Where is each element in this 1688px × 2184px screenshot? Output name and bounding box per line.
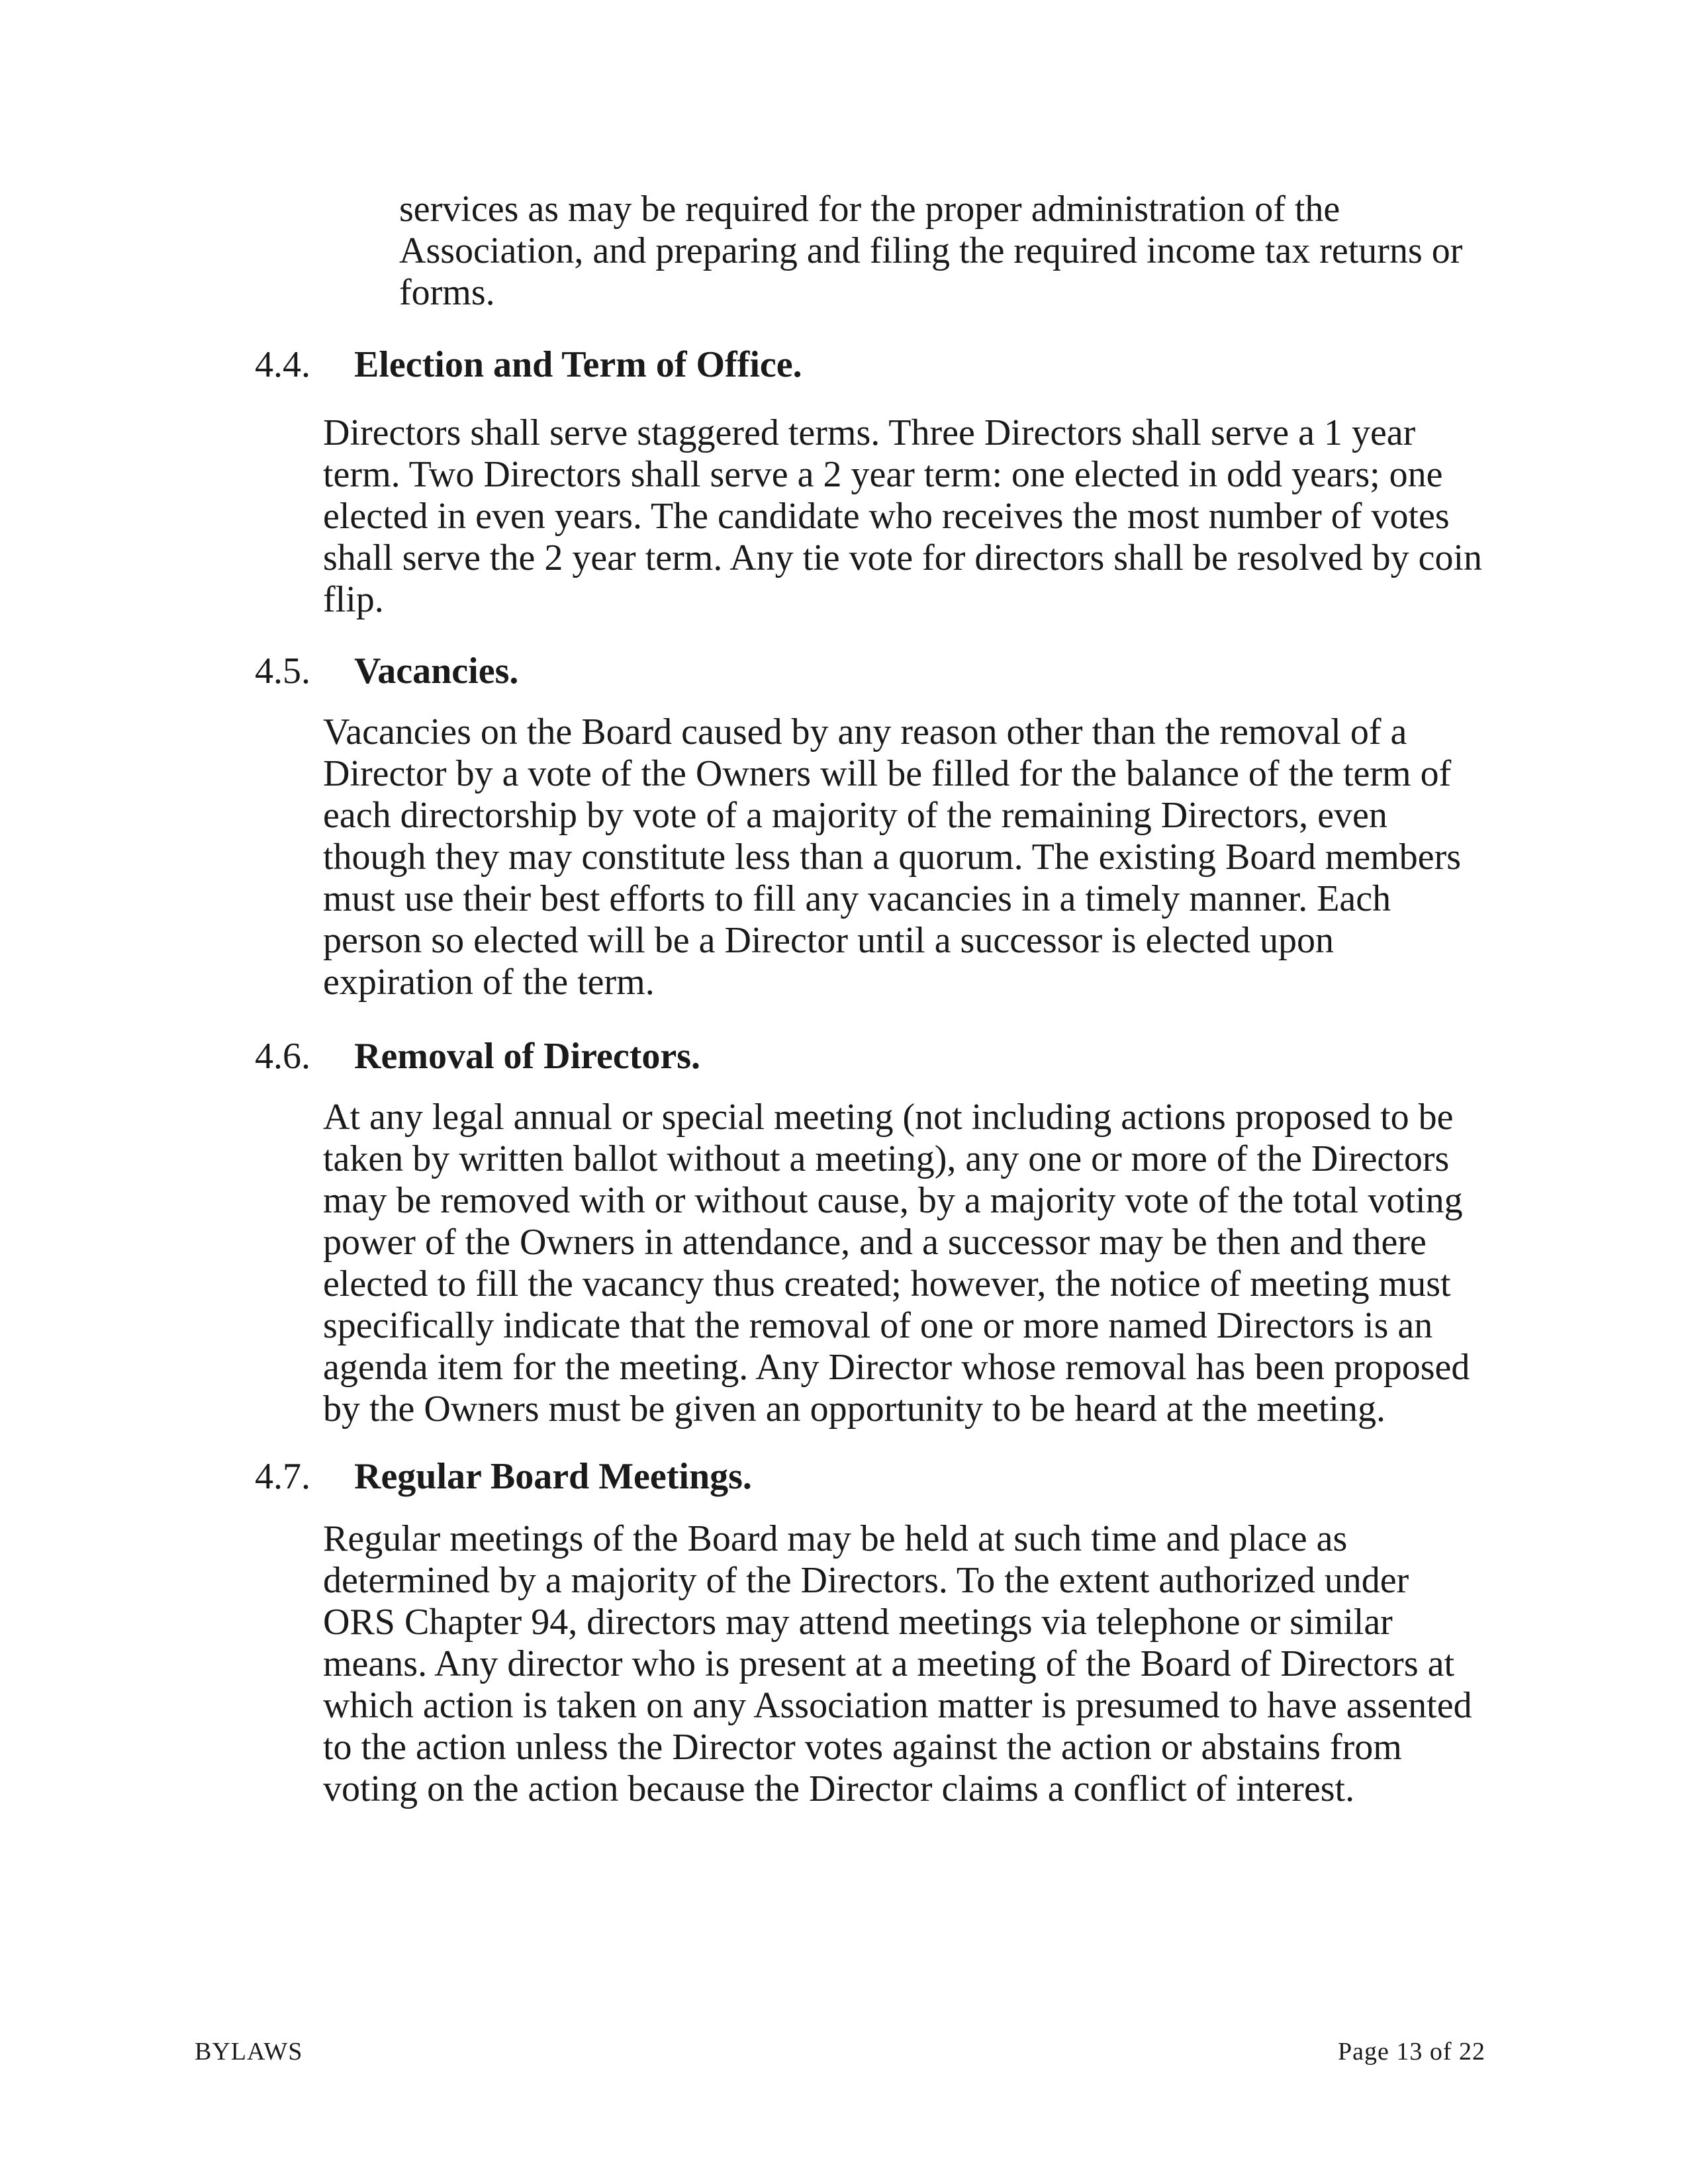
section-number: 4.4. <box>255 344 310 385</box>
section-number: 4.7. <box>255 1456 310 1497</box>
section-number: 4.5. <box>255 651 310 692</box>
section-number: 4.6. <box>255 1036 310 1077</box>
section-body-4-5: Vacancies on the Board caused by any reason other than the removal of a Director by a vote of the Owners will be filled for the balance of the term of each directorship by vote of a majority of the remaining Directors, even though they may constitute less than a quorum. The existing Board members must use their best efforts to fill any vacancies in a timely manner. Each person so elected will be a Director until a successor is elected upon expiration of the term. <box>323 711 1462 1003</box>
section-title: Vacancies. <box>354 651 519 692</box>
section-body-4-7: Regular meetings of the Board may be held at such time and place as determined by a majority of the Directors. To the extent authorized under ORS Chapter 94, directors may attend meetings via telephone or similar means. Any director who is present at a meeting of the Board of Directors at which action is taken on any Association matter is presumed to have assented to the action unless the Director votes against the action or abstains from voting on the action because the Director claims a conflict of interest. <box>323 1518 1472 1809</box>
section-heading-4-4 <box>255 344 802 386</box>
section-title: Election and Term of Office. <box>354 344 802 385</box>
section-heading-4-5 <box>255 651 518 692</box>
section-body-4-4: Directors shall serve staggered terms. Three Directors shall serve a 1 year term. Two Directors shall serve a 2 year term: one elected in odd years; one elected in even years. The candidate who receives the most number of votes shall serve the 2 year term. Any tie vote for directors shall be resolved by coin flip. <box>323 412 1483 620</box>
section-body-4-6: At any legal annual or special meeting (not including actions proposed to be taken by written ballot without a meeting), any one or more of the Directors may be removed with or without cause, by a majority vote of the total voting power of the Owners in attendance, and a successor may be then and there elected to fill the vacancy thus created; however, the notice of meeting must specifically indicate that the removal of one or more named Directors is an agenda item for the meeting. Any Director whose removal has been proposed by the Owners must be given an opportunity to be heard at the meeting. <box>323 1097 1470 1430</box>
section-heading-4-7 <box>255 1456 752 1498</box>
footer-left: BYLAWS <box>195 2038 303 2066</box>
footer-page-number: Page 13 of 22 <box>1337 2038 1485 2066</box>
continuation-paragraph: services as may be required for the proper administration of the Association, and preparing and filing the required income tax returns or forms. <box>399 189 1463 313</box>
section-heading-4-6 <box>255 1036 700 1077</box>
section-title: Regular Board Meetings. <box>354 1456 752 1497</box>
section-title: Removal of Directors. <box>354 1036 701 1077</box>
